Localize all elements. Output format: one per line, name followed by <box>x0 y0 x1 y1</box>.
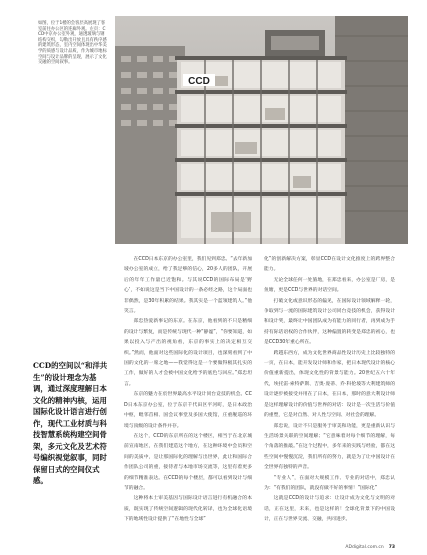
paragraph: 在CCD日本东京的办公室里，我们见到郑忠。“去年新加坡办公室的成立，给了我足够的信心，20多人的团队，开展后的年年工作量已近饱和。与其说CCD的国际布局是‘野心’，不如说这是当下中国设计的一条必经之路，这个局面也非偶然，是30年积累的结果。我其实是一个蓝领建筑人。”他笑言。 <box>124 257 252 315</box>
paragraph: “专业人”，在面对大规模工作、专业的对话中，郑忠认为：“有我们的团队，就没有做不好的事情！”国际化” <box>264 475 395 491</box>
paragraph: 在这个，CCD的东京所在的这个楼区，相当于在北京城前宣南地区，在我们建造这个地方，在这种环境中会员和空间的美质中，是让那国际化的理解与出世界，此让和国际合作团队公司的重，接待者与本地市场交流等，这里有着更多的细节精准表达。在CCD的每个楼层，都可以看到设计与细节的融合。 <box>124 433 252 491</box>
page-footer <box>345 545 395 550</box>
paragraph: 郑忠热爱新事记的东京。在东京，他看到的不只是精细的设计与繁复，而是传统与现代一种“静谧”，“你要知道，如果以投入与产出的视角看，东京的事实上的决定相互交织。”然而，他面对这些国际化的设计项目，也深刻看到了中国的文化的一席之地——我觉得这是一个要做得极其扎实的工作，做好的人才会被中国文化给予的底色与回应。”郑忠坦言。 <box>124 319 252 387</box>
paragraph: 郑忠说，设计不只是服务于审美和功能，更是重新认识与生活场景关联的空间理解；“它意味着对每个细节的理解，每个角落的推敲。”在这个过程中，多年来的实践与经验，都在这些空间中慢慢沉淀，我们所有的努力，就是为了让中国设计在全世界有独特的声音。 <box>264 423 395 471</box>
building-illustration <box>115 16 408 244</box>
article-column-left <box>124 255 252 525</box>
paragraph: 打破文化或意识形态的偏见，在国际设计领域解释一轮，争取到与一流的国际建筑设计公司同台竞技的机会，获得设计和设计奖，最终让中国团队成为有能力的同行者，再到成为手持有际话语权的合作伙伴，这种偏置的转变是郑忠的初心，也是CCD30年重心所在。 <box>264 298 395 346</box>
site-url: ADdigital.com.cn <box>345 545 384 550</box>
ccd-sign-text: CCD <box>188 76 210 87</box>
pull-quote: CCD的空间以“和洋共生”的设计理念为基调，通过深度理解日本文化的精神内核，运用国际化设计语言进行创作，现代工业材质与科技智慧系统构建空间骨架，多元文化及艺术符号编织视觉叙事，同时保留日式的空间仪式感。 <box>33 361 108 485</box>
article-column-right <box>264 255 395 525</box>
building-photo <box>115 16 408 244</box>
paragraph: 东京的魅力在於世界最高水平设计同台竞技的机会。CCD日本东京办公室，位于东京千代田区平河町，是日本政治中枢，毗邻首相、国会议事堂及多国大使馆，庄重舰巡的环境与顶级的设计条件并存。 <box>124 392 252 429</box>
paragraph: 这就是CCD的设计与追求：让设计成为文化与文明的对话，正在这里，未来，也是这样的！全球化背景下的中国设计，正在与世界交流、交融，共同进步。 <box>264 496 395 523</box>
page-number: 73 <box>388 545 395 550</box>
photo-caption: 如图，位于1楼的会客层高展现了客室前往办公区的连廊外观。左页：CCD中京办公室外观，通透玻璃与钢结构交织，勾勒出开放且具有秩序感的建筑形态，室内空间体现出中华美学的质感与设计品质，作为城市地标空间与设计品牌的呈现，展示了文化交融的空间叙事。 <box>38 21 107 66</box>
paragraph: 这种将本土审美基因与国际设计语言进行有机融合的本质，既实现了传统空间逻辑的现代化转译，也为全球化语境下的地域性设计提供了“在地性与全球” <box>124 496 252 523</box>
paragraph: 跨越东西方，成为文化世界商品性设计历史上比较独特的一页，在日本，能开发设计师和作家，把日本现代设计的核心价值重新提出，体现文化性的背景与能力。20世纪五六十年代，埃托雷·索特萨斯、吉奥·庞蒂、乔·科伦坡等大利建筑师的设计逐步被接受并用在了日本，在日本，那时的意大利设计师是这样理解设计的价值与世界的对话：设计是一次生活与价值的重塑，它是对自然、对人性与空间、对社会的理解。 <box>264 350 395 419</box>
paragraph: 无论全球任何一处旅地，在郑忠看来，办公室是厂房，是鱼塘，更是CCD与世界的对话空间。 <box>264 277 395 294</box>
paragraph: 化”的创新解决方案，彰显CCD在设计文化推度上的跨界整合能力。 <box>264 257 395 273</box>
